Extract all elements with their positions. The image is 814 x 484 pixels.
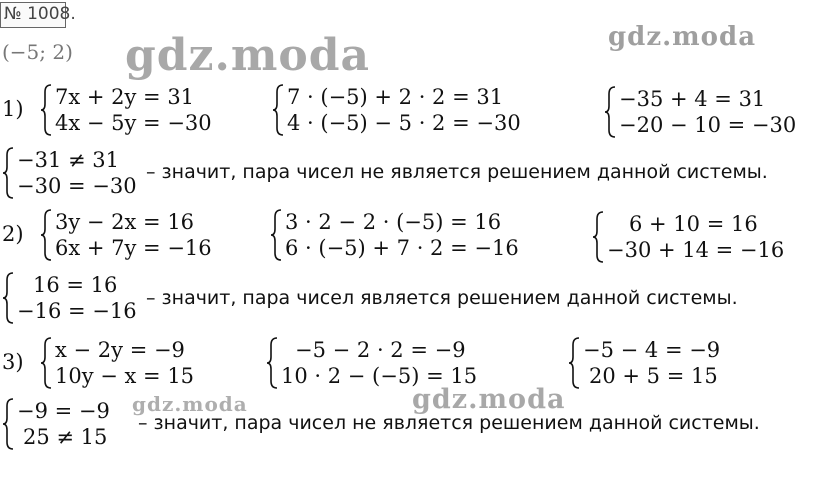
brace-icon [568,337,580,389]
equation: 7 · (−5) + 2 · 2 = 31 [287,85,504,109]
watermark: gdz.moda [608,22,757,52]
brace-icon [592,211,604,263]
equation: 4 · (−5) − 5 · 2 = −30 [287,111,521,135]
part-label: 3) [2,350,24,374]
equation: 6x + 7y = −16 [55,236,212,260]
equation: 7x + 2y = 31 [55,85,195,109]
brace-icon [40,84,52,136]
computed-system [568,337,720,389]
given-point: (−5; 2) [2,40,73,64]
substitution-system [266,337,477,389]
part-label: 1) [2,97,24,121]
watermark: gdz.moda [132,392,248,416]
equation: 25 ≠ 15 [23,425,108,449]
equation: −31 ≠ 31 [17,148,119,172]
equation: −5 − 4 = −9 [583,338,721,362]
equation: 6 · (−5) + 7 · 2 = −16 [285,236,519,260]
watermark: gdz.moda [412,384,566,415]
substitution-system [272,84,521,136]
brace-icon [40,337,52,389]
equation: 3 · 2 − 2 · (−5) = 16 [285,210,502,234]
equation-system [40,84,212,136]
conclusion-text: – значит, пара чисел не является решением данной системы. [146,161,768,183]
result-system [2,272,137,324]
equation: −9 = −9 [17,399,110,423]
equation: 10y − x = 15 [55,364,195,388]
watermark: gdz.moda [125,30,371,81]
brace-icon [604,86,616,138]
brace-icon [266,337,278,389]
equation-system [40,209,212,261]
equation: −35 + 4 = 31 [619,87,766,111]
brace-icon [2,272,14,324]
equation: 3y − 2x = 16 [55,210,195,234]
computed-system [604,86,796,138]
equation: 4x − 5y = −30 [55,111,212,135]
equation-system [40,337,194,389]
equation: 6 + 10 = 16 [629,212,758,236]
brace-icon [2,398,14,450]
equation: −30 = −30 [17,174,137,198]
problem-number-badge: № 1008. [0,2,66,28]
conclusion-text: – значит, пара чисел является решением данной системы. [146,287,738,309]
brace-icon [2,147,14,199]
computed-system [592,211,784,263]
result-system [2,147,137,199]
conclusion-text: – значит, пара чисел не является решением данной системы. [138,412,760,434]
brace-icon [40,209,52,261]
substitution-system [270,209,519,261]
brace-icon [272,84,284,136]
equation: −20 − 10 = −30 [619,113,797,137]
equation: −16 = −16 [17,299,137,323]
brace-icon [270,209,282,261]
result-system [2,398,110,450]
equation: x − 2y = −9 [55,338,185,362]
equation: 10 · 2 − (−5) = 15 [281,364,478,388]
equation: −5 − 2 · 2 = −9 [295,338,466,362]
equation: −30 + 14 = −16 [607,238,785,262]
equation: 20 + 5 = 15 [589,364,718,388]
equation: 16 = 16 [33,273,118,297]
part-label: 2) [2,222,24,246]
